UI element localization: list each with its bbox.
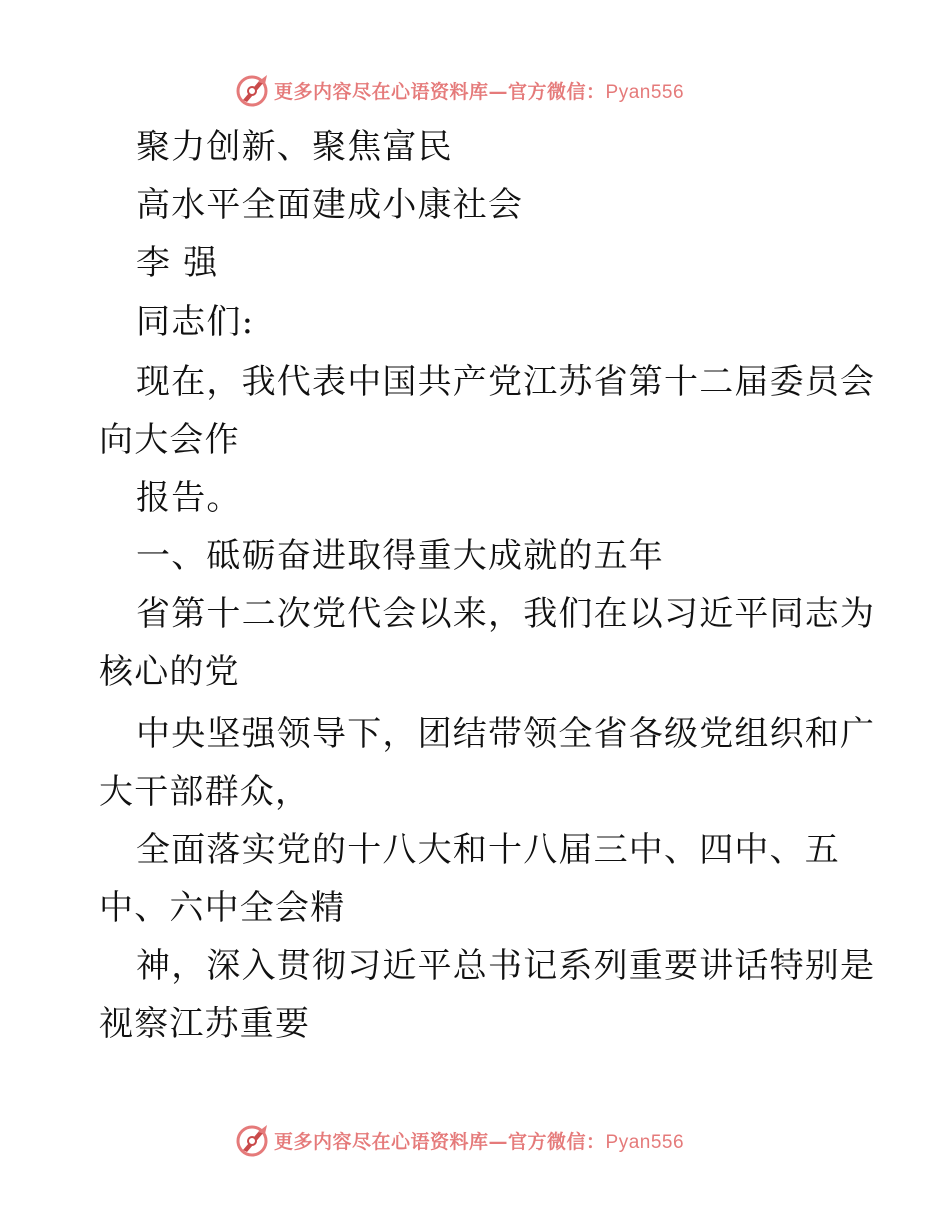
pen-quill-logo-icon bbox=[234, 1122, 270, 1158]
doc-title: 聚力创新、聚焦富民 bbox=[136, 127, 453, 167]
doc-line: 视察江苏重要 bbox=[99, 1004, 311, 1044]
doc-line: 全面落实党的十八大和十八届三中、四中、五 bbox=[136, 830, 840, 870]
doc-line: 省第十二次党代会以来，我们在以习近平同志为 bbox=[136, 594, 876, 634]
doc-line: 中、六中全会精 bbox=[99, 888, 346, 928]
doc-line: 向大会作 bbox=[99, 420, 240, 460]
doc-section-heading: 一、砥砺奋进取得重大成就的五年 bbox=[136, 536, 664, 576]
doc-salutation: 同志们: bbox=[136, 302, 255, 342]
watermark-handle: Pyan556 bbox=[605, 1131, 685, 1153]
doc-subtitle: 高水平全面建成小康社会 bbox=[136, 185, 524, 225]
watermark-text: 更多内容尽在心语资料库—官方微信：Pyan556 bbox=[274, 1130, 685, 1153]
doc-author: 李 强 bbox=[136, 243, 219, 283]
footer-watermark bbox=[234, 1122, 684, 1158]
watermark-text: 更多内容尽在心语资料库—官方微信：Pyan556 bbox=[274, 80, 685, 103]
doc-line: 中央坚强领导下，团结带领全省各级党组织和广 bbox=[136, 714, 876, 754]
doc-line: 神，深入贯彻习近平总书记系列重要讲话特别是 bbox=[136, 946, 876, 986]
doc-line: 核心的党 bbox=[99, 652, 240, 692]
doc-line: 报告。 bbox=[136, 478, 242, 518]
doc-line: 大干部群众， bbox=[99, 772, 311, 812]
doc-line: 现在，我代表中国共产党江苏省第十二届委员会 bbox=[136, 362, 876, 402]
header-watermark bbox=[234, 72, 684, 108]
pen-quill-logo-icon bbox=[234, 72, 270, 108]
watermark-handle: Pyan556 bbox=[605, 81, 685, 103]
